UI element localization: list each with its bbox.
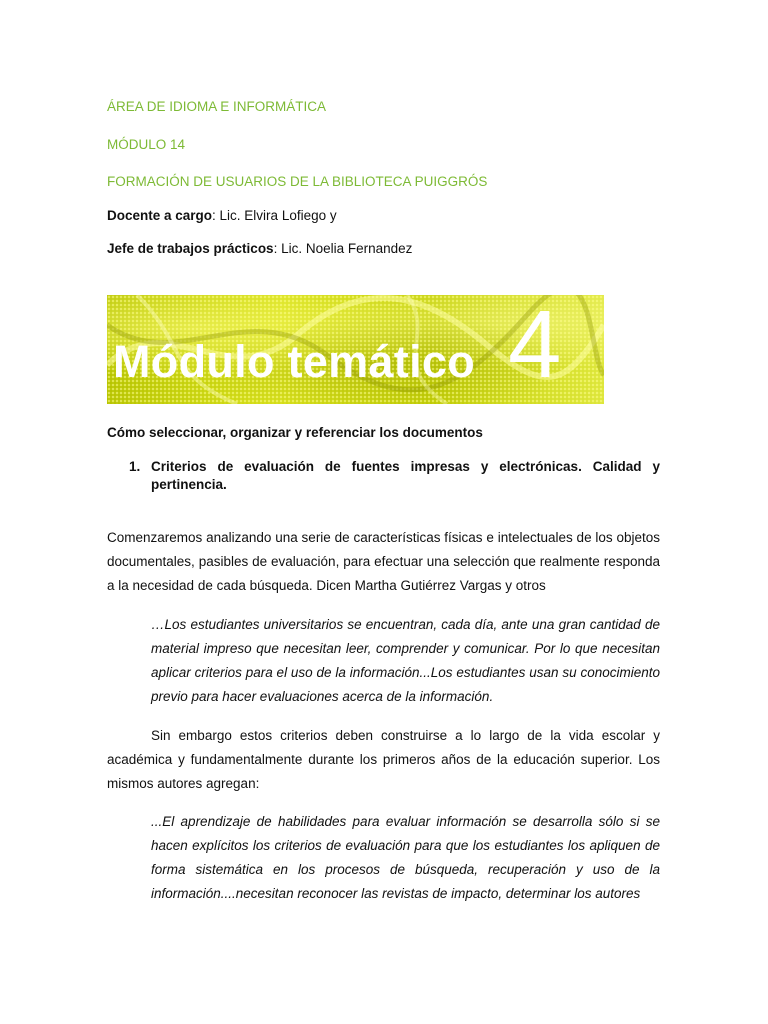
module-banner [107,295,604,404]
banner-module-number: 4 [508,295,562,398]
list-item [129,458,660,494]
list-item-text: Criterios de evaluación de fuentes impresas y electrónicas. Calidad y pertinencia. [151,459,660,492]
quote-1: …Los estudiantes universitarios se encuentran, cada día, ante una gran cantidad de material impreso que necesitan leer, comprender y comunicar. Por lo que necesitan aplicar criterios para el uso de la información...Los estudiantes usan su conocimiento previo para hacer evaluaciones acerca de la información. [151,617,660,704]
chief-line [107,241,412,256]
course-heading: FORMACIÓN DE USUARIOS DE LA BIBLIOTECA PUIGGRÓS [107,174,488,189]
teacher-line [107,208,337,223]
chief-value: : Lic. Noelia Fernandez [273,241,413,256]
list-item-number: 1. [129,459,141,474]
area-heading: ÁREA DE IDIOMA E INFORMÁTICA [107,99,327,114]
teacher-value: : Lic. Elvira Lofiego y [212,208,337,223]
teacher-label: Docente a cargo [107,208,213,223]
paragraph-criteria: Sin embargo estos criterios deben construirse a lo largo de la vida escolar y académica y fundamentalmente durante los primeros años de la educación superior. Los mismos autores agregan: [107,728,660,791]
quote-2: ...El aprendizaje de habilidades para evaluar información se desarrolla sólo si se hacen explícitos los criterios de evaluación para que los estudiantes los apliquen de forma sistemática en los procesos de búsqueda, recuperación y uso de la información....necesitan reconocer las revistas de impacto, determinar los autores [151,814,660,901]
section-subtitle: Cómo seleccionar, organizar y referenciar los documentos [107,425,483,440]
paragraph-intro: Comenzaremos analizando una serie de características físicas e intelectuales de los objetos documentales, pasibles de evaluación, para efectuar una selección que realmente responda a la necesidad de cada búsqueda. Dicen Martha Gutiérrez Vargas y otros [107,530,660,593]
banner-title: Módulo temático [113,336,475,387]
module-heading: MÓDULO 14 [107,137,186,152]
chief-label: Jefe de trabajos prácticos [107,241,274,256]
